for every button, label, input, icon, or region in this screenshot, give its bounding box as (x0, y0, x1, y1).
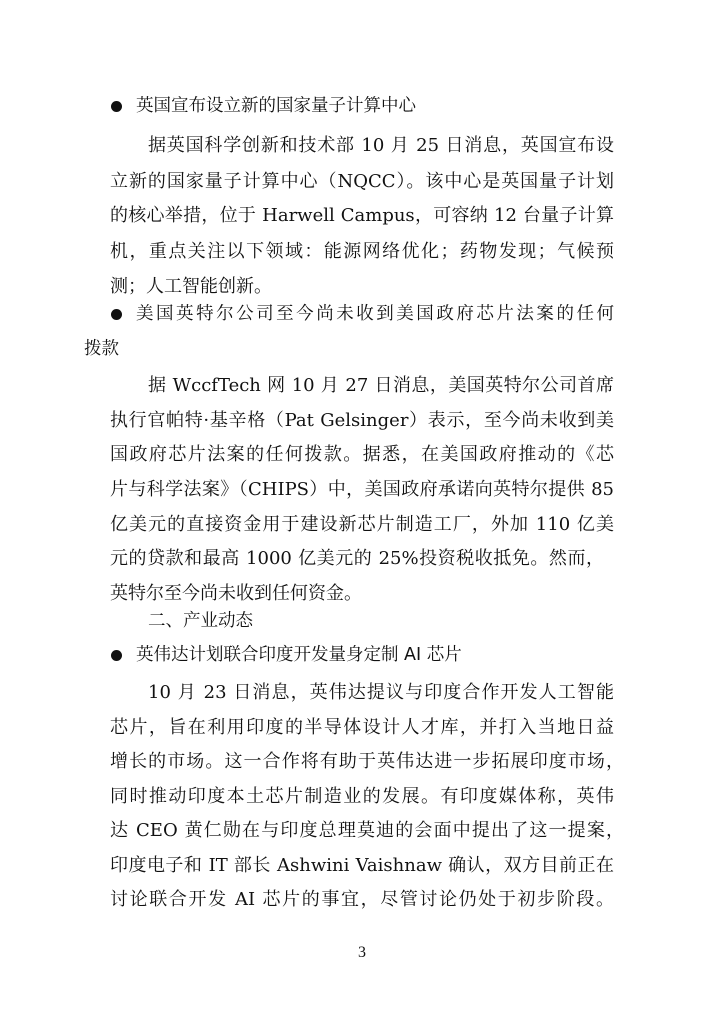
paragraph-line: 片与科学法案》（CHIPS）中，美国政府承诺向英特尔提供 85 (110, 479, 614, 500)
paragraph-line: 元的贷款和最高 1000 亿美元的 25%投资税收抵免。然而， (110, 548, 604, 569)
paragraph-line: 10 月 23 日消息，英伟达提议与印度合作开发人工智能 (148, 682, 614, 703)
paragraph-line: 芯片，旨在利用印度的半导体设计人才库，并打入当地日益 (110, 717, 614, 738)
paragraph-line: 英特尔至今尚未收到任何资金。 (110, 583, 362, 604)
chapter-heading: 二、产业动态 (148, 611, 253, 631)
section-title: 英国宣布设立新的国家量子计算中心 (136, 96, 416, 116)
bullet-icon (111, 650, 122, 661)
paragraph-line: 据 WccfTech 网 10 月 27 日消息，美国英特尔公司首席 (148, 375, 614, 396)
section-title: 拨款 (84, 339, 119, 359)
paragraph-line: 达 CEO 黄仁勋在与印度总理莫迪的会面中提出了这一提案， (110, 820, 624, 841)
paragraph-line: 国政府芯片法案的任何拨款。据悉，在美国政府推动的《芯 (110, 444, 614, 465)
paragraph-line: 立新的国家量子计算中心（NQCC）。该中心是英国量子计划 (110, 171, 614, 192)
bullet-icon (111, 101, 122, 112)
page-number: 3 (358, 944, 366, 961)
paragraph-line: 的核心举措，位于 Harwell Campus，可容纳 12 台量子计算 (110, 205, 614, 226)
section-title: 英伟达计划联合印度开发量身定制 AI 芯片 (136, 645, 462, 665)
bullet-icon (111, 309, 122, 320)
paragraph-line: 机，重点关注以下领域：能源网络优化；药物发现；气候预 (110, 241, 614, 262)
paragraph-line: 执行官帕特·基辛格（Pat Gelsinger）表示，至今尚未收到美 (110, 410, 614, 431)
section-title: 美国英特尔公司至今尚未收到美国政府芯片法案的任何 (136, 304, 614, 324)
paragraph-line: 同时推动印度本土芯片制造业的发展。有印度媒体称，英伟 (110, 786, 614, 807)
paragraph-line: 印度电子和 IT 部长 Ashwini Vaishnaw 确认，双方目前正在 (110, 855, 614, 876)
paragraph-line: 据英国科学创新和技术部 10 月 25 日消息，英国宣布设 (148, 135, 614, 156)
paragraph-line: 讨论联合开发 AI 芯片的事宜，尽管讨论仍处于初步阶段。 (110, 889, 614, 910)
paragraph-line: 亿美元的直接资金用于建设新芯片制造工厂，外加 110 亿美 (110, 514, 614, 535)
paragraph-line: 增长的市场。这一合作将有助于英伟达进一步拓展印度市场， (110, 751, 624, 772)
paragraph-line: 测；人工智能创新。 (110, 276, 272, 297)
